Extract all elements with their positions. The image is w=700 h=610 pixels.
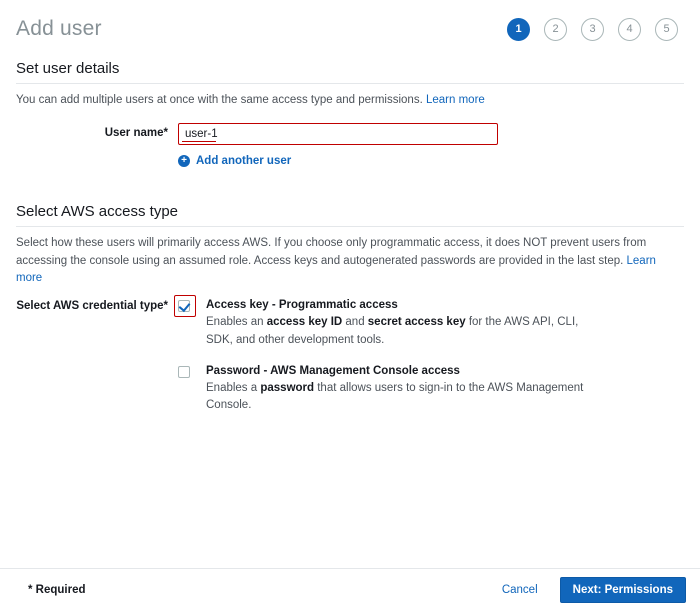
password-desc-bold-1: password (260, 381, 315, 394)
access-key-description (206, 314, 606, 350)
access-type-title: Select AWS access type (16, 203, 179, 221)
page-footer (0, 568, 700, 610)
access-key-text (206, 299, 684, 350)
page-title: Add user (16, 17, 102, 40)
user-details-description-text: You can add multiple users at once with the same access type and permissions. (16, 94, 423, 106)
password-checkbox[interactable] (178, 366, 190, 378)
divider-2 (16, 226, 684, 227)
username-field-group (178, 123, 684, 167)
username-label: User name* (104, 127, 168, 140)
user-details-learn-more-link[interactable]: Learn more (425, 94, 485, 106)
access-key-desc-1: Enables an (206, 316, 267, 328)
user-details-description (16, 92, 684, 109)
access-type-learn-more-link[interactable]: Learn more (16, 254, 656, 284)
step-indicator (507, 18, 678, 41)
step-2[interactable]: 2 (544, 18, 567, 41)
cancel-button[interactable]: Cancel (496, 583, 544, 597)
focus-outline (174, 295, 196, 317)
footer-actions (496, 577, 686, 603)
divider (16, 83, 684, 84)
access-key-desc-bold-2: secret access key (367, 316, 466, 328)
credential-type-options (178, 299, 684, 415)
password-title: Password - AWS Management Console access (206, 364, 460, 377)
access-type-description-text: Select how these users will primarily access AWS. If you choose only programmatic access, it does NOT prevent users from accessing the console using an assumed role. Access keys and autogenerated passwords are provided in the last step. (16, 237, 647, 267)
access-key-desc-bold-1: access key ID (266, 316, 343, 328)
option-access-key[interactable] (178, 299, 684, 350)
credential-type-row (16, 299, 684, 415)
next-permissions-button[interactable]: Next: Permissions (560, 577, 686, 603)
user-details-title: Set user details (16, 60, 120, 77)
password-desc-1: Enables a (206, 381, 261, 394)
username-row (16, 123, 684, 167)
password-desc-2: that allows users to sign-in to the AWS Management Console. (206, 381, 584, 412)
plus-icon: + (178, 155, 190, 167)
add-another-user-button[interactable] (178, 155, 291, 167)
credential-type-label: Select AWS credential type* (16, 300, 168, 312)
access-key-checkbox-holder (178, 299, 206, 312)
option-password[interactable] (178, 365, 684, 416)
username-input[interactable] (178, 123, 498, 145)
password-text (206, 365, 684, 416)
step-3[interactable]: 3 (581, 18, 604, 41)
page-header (0, 0, 700, 48)
step-4[interactable]: 4 (618, 18, 641, 41)
add-another-user-label: Add another user (196, 155, 292, 168)
username-underline-marker (182, 141, 216, 142)
step-1[interactable]: 1 (507, 18, 530, 41)
access-key-desc-2: and (342, 316, 368, 328)
password-description (206, 380, 606, 416)
step-5[interactable]: 5 (655, 18, 678, 41)
access-type-description (16, 235, 684, 287)
access-key-title: Access key - Programmatic access (206, 299, 398, 311)
username-input-wrap (178, 123, 498, 145)
password-checkbox-holder (178, 365, 206, 378)
access-key-desc-3: for the AWS API, CLI, SDK, and other development tools. (206, 316, 579, 346)
required-note: * Required (28, 583, 86, 596)
page-content (0, 60, 700, 415)
